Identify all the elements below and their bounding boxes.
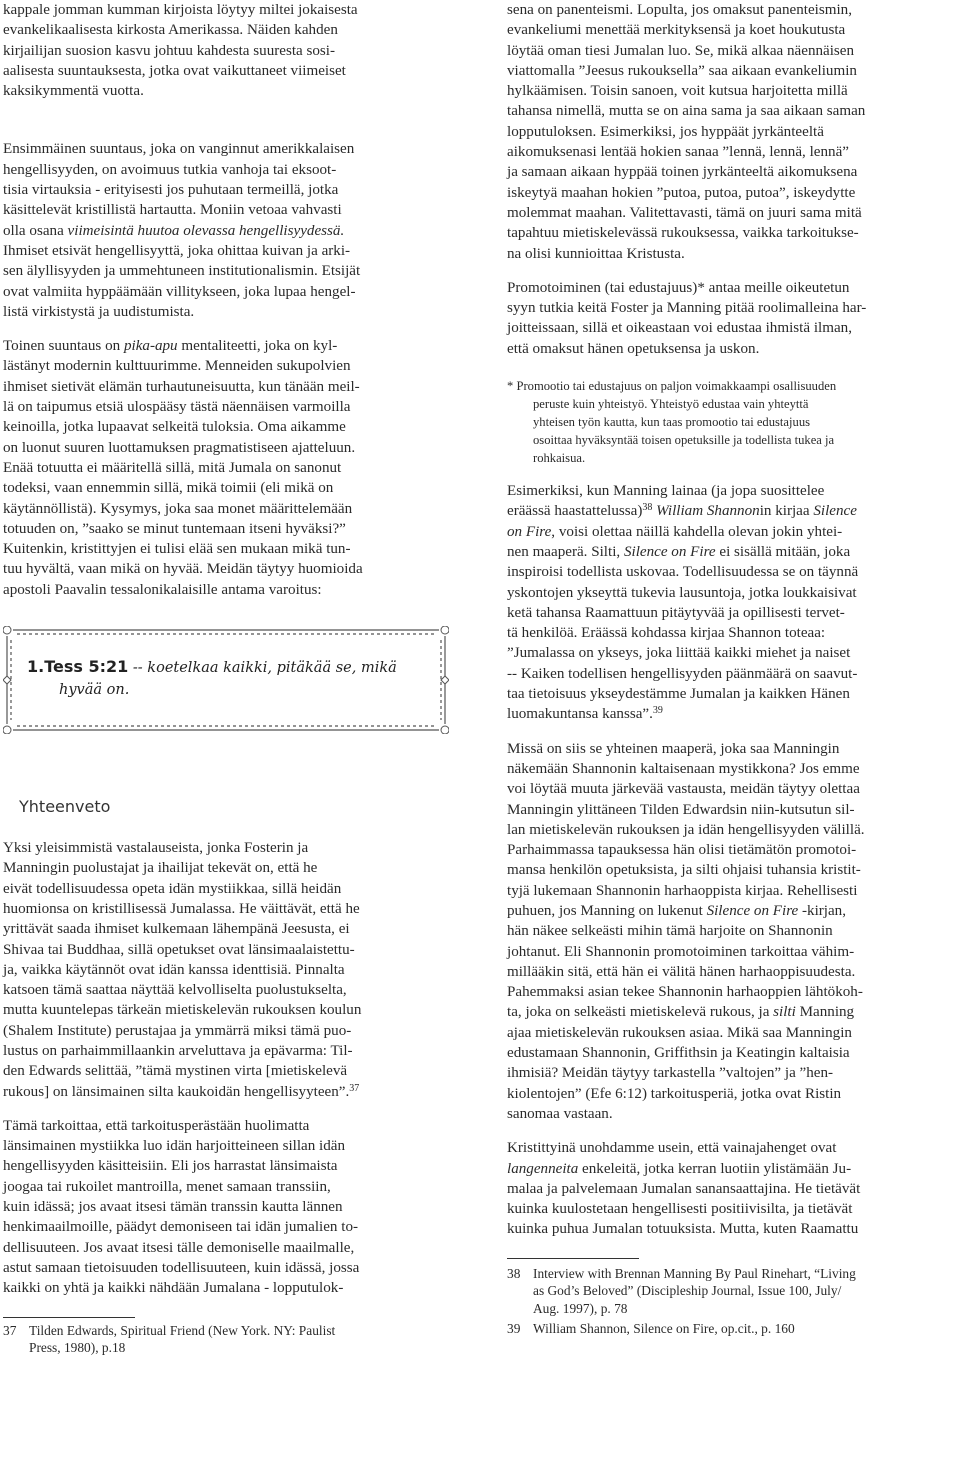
common-ground-paragraph: Missä on siis se yhteinen maaperä, joka saa Manningin näkemään Shannonin kaltaisenaan mystikkona? Jos emme voi löytää muuta järkevää vastausta, meidän täytyy olettaa Manningin ylittäneen Tilden Edwardsin niin-kutsutun sil- lan mietiskelevän rukouksen ja idän hengellisyyden välillä. Parhaimmassa tapauksessa hän olisi tietämätön promotoi- mansa henkilön opetuksista, ja silti ohjaisi tuhansia kristit- tyjä lukemaan Shannonin harhaoppista kirjaa. Rehellisesti puhuen, jos Manning on lukenut Silence on Fire -kirjan, hän näkee selkeästi mihin tämä harjoite on Shannonin johtanut. Eli Shannonin promotoiminen tarkoittaa vähim- millääkin sitä, että hän ei välitä hänen harhaoppisuudesta. Pahemmaksi asian tekee Shannonin harhaoppien lähtökoh- ta, joka on selkeästi mietiskelevä rukous, ja silti Manning ajaa mietiskelevän rukouksen asiaa. Mikä saa Manningin edustamaan Shannonin, Griffithsin ja Keatingin kaltaisia ihmisiä? Meidän täytyy tarkastella ”valtojen” ja ”hen- kiolentojen” (Efe 6:12) tarkoitusperiä, jotka ovat Ristin sanomaa vastaan.	[507, 740, 865, 1122]
footnotes-right	[507, 1258, 957, 1337]
promotion-paragraph: Promotoiminen (tai edustajuus)* antaa meille oikeutetun syyn tutkia keitä Foster ja Manning pitää roolimalleina har- joitteissaan, sillä et oikeastaan voi edustaa ihmistä ilman, että omaksut hänen opetuksensa ja uskon.	[507, 279, 867, 357]
bridge-paragraph: Tämä tarkoittaa, että tarkoitusperästään huolimatta länsimainen mystiikka luo idän harjoitteineen sillan idän hengellisyyden käsitteisiin. Eli jos harrastat länsimaista joogaa tai rukoilet mantroilla, menet samaan transsiin, kuin idässä; jos avaat itsesi tämän transsin kautta lännen henkimaailmoille, päädyt demoniseen tai idän jumalien to- dellisuuteen. Jos avaat itsesi tälle demoniselle maailmalle, astut samaan tietoisuuden todellisuuteen, kuin idässä, jossa kaikki on yhtä ja kaikki nähdään Jumalana - lopputulok-	[3, 1117, 360, 1297]
footnote-ref-37: 37	[349, 1082, 360, 1094]
second-trend-paragraph: Toinen suuntaus on pika-apu mentaliteetti, joka on kyl- lästänyt modernin kulttuurimme. Menneiden sukupolvien ihmiset sietivät elämän turhautuneisuutta, kun tänään meil- lä on taipumus etsiä ulospääsy tästä näennäisen varmoilla keinoilla, jotka lupaavat selkeitä tuloksia. Oma aikamme on luonut suuren luottamuksen pragmatistiseen ajatteluun. Enää totuutta ei määritellä sillä, mitä Jumala on sanonut todeksi, vaan ennemmin sillä, mikä toimii (eli mikä on käytännöllistä). Kysymys, joka saa monet määrittelemään totuuden on, ”saako se minut tuntemaan itseni hyväksi?” Kuitenkin, kristittyjen ei tulisi elää sen mukaan mikä tun- tuu hyvältä, vaan mikä on hyvää. Meidän täytyy huomioida apostoli Paavalin tessalonikalaisille antama varoitus:	[3, 338, 363, 598]
verse-reference: 1.Tess 5:21	[27, 657, 129, 677]
footnote-rule	[3, 1317, 135, 1318]
right-column	[507, 0, 957, 1337]
footnote-ref-38: 38	[642, 502, 653, 514]
summary-paragraph: Yksi yleisimmistä vastalauseista, jonka Fosterin ja Manningin puolustajat ja ihailijat tekevät on, että he eivät todellisuudessa opeta idän mystiikkaa, sillä heidän huomionsa on kristillisessä Jumalassa. He väittävät, että he yrittävät saada ihmiset kulkemaan lähempänä Jeesusta, ei Shivaa tai Buddhaa, sillä opetukset ovat länsimaalaistettu- ja, vaikka käytännöt ovat idän kanssa identtisiä. Pinnalta katsoen tämä saattaa näyttää kelvolliselta puolustukselta, mutta kuuntelepas tärkeän mietiskelevän rukouksen koulun (Shalem Institute) perustajaa ja ymmärrä miksi tämä puo- lustus on parhaimmillaankin arveluttava ja epävarma: Til- den Edwards selittää, ”tämä mystinen virta [mietiskelevä rukous] on länsimainen silta kaukoidän hengellisyyteen”.$^{37}$	[3, 840, 362, 1100]
scripture-verse-box	[3, 626, 449, 734]
left-column	[3, 0, 451, 1357]
first-trend-paragraph: Ensimmäinen suuntaus, joka on vanginnut amerikkalaisen hengellisyyden, on avoimuus tutkia vanhoja tai eksoot- tisia virtauksia - erityisesti jos puhutaan termeillä, jotka käsittelevät kristillistä hartautta. Moniin vetoaa vahvasti olla osana viimeisintä huutoa olevassa hengellisyydessä. Ihmiset etsivät hengellisyyttä, joka ohittaa kuivan ja arki- sen älyllisyyden ja ummehtuneen institutionalismin. Etsijät ovat valmiita hyppäämään villitykseen, joka lupaa hengel- listä virkistystä ja uudistumista.	[3, 141, 361, 320]
footnote-39: 39 William Shannon, Silence on Fire, op.cit., p. 160	[507, 1320, 795, 1336]
verse-text: 1.Tess 5:21 -- koetelkaa kaikki, pitäkää se, mikä hyvää on.	[27, 657, 397, 699]
footnote-37: 37 Tilden Edwards, Spiritual Friend (New York. NY: Paulist Press, 1980), p.18	[3, 1322, 336, 1356]
verse-body: koetelkaa kaikki, pitäkää se, mikä	[147, 660, 397, 677]
fallen-angels-paragraph: Kristittyinä unohdamme usein, että vainajahenget ovat langenneita enkeleitä, jotka kerran luotiin ylistämään Ju- malaa ja palvelemaan Jumalan sanansaattajina. He tietävät kuinka kuulostetaan hengellisesti positiivisilta, ja tietävät kuinka puhua Jumalan totuuksista. Mutta, kuten Raamattu	[507, 1140, 861, 1238]
intro-paragraph: kappale jomman kumman kirjoista löytyy miltei jokaisesta evankelikaalisesta kirkosta Amerikassa. Näiden kahden kirjailijan suosion kasvu johtuu kahdesta suuresta sosi- aalisesta suuntauksesta, jotka ovat vaikuttaneet viimeiset kaksikymmentä vuotta.	[3, 2, 358, 100]
section-heading-summary: Yhteenveto	[19, 797, 111, 817]
footnote-rule	[507, 1258, 639, 1259]
footnotes-left	[3, 1317, 451, 1357]
footnote-ref-39: 39	[652, 705, 663, 717]
footnote-38: 38 Interview with Brennan Manning By Paul Rinehart, “Living as God’s Beloved” (Discipleship Journal, Issue 100, July/ Aug. 1997), p. 78	[507, 1265, 856, 1316]
panentheism-paragraph: sena on panenteismi. Lopulta, jos omaksut panenteismin, evankeliumi menettää merkityksensä ja koet houkutusta löytää oman tiesi Jumalan luo. Se, mikä alkaa näennäisen viattomalla ”Jeesus rukouksella” saa aikaan evankeliumin hylkäämisen. Toisin sanoen, voit kutsua harjoitetta millä tahansa nimellä, mutta se on aina sama ja saa aikaan saman lopputuloksen. Esimerkiksi, jos hyppäät jyrkänteeltä aikomuksenasi lentää hokien sanaa ”lennä, lennä, lennä” ja samaan aikaan hyppää toinen jyrkänteeltä aikomuksena iskeytyä maahan hokien ”putoa, putoa, putoa”, iskeydytte molemmat maahan. Valitettavasti, tämä on juuri sama mitä tapahtuu mietiskelevässä rukouksessa, vaikka tarkoitukse- na olisi kunnioittaa Kristusta.	[507, 2, 866, 262]
manning-shannon-paragraph: Esimerkiksi, kun Manning lainaa (ja jopa suosittelee eräässä haastattelussa)$^{38}$ William Shannonin kirjaa Silence on Fire, voisi olettaa näillä kahdella olevan jokin yhtei- nen maaperä. Silti, Silence on Fire ei sisällä mitään, joka inspiroisi todellista uskovaa. Todellisuudessa se on täynnä yskontojen ykseyttä tukevia lausuntoja, jotka loukkaisivat ketä tahansa Raamattuun pitäytyvää ja opillisesti tervet- tä henkilöä. Eräässä kohdassa kirjaa Shannon toteaa: ”Jumalassa on ykseys, joka liittää kaikki miehet ja naiset -- Kaiken todellisen hengellisyyden päänmäärä on saavut- taa tietoisuus ykseydestämme Jumalan ja kaikken Hänen luomakuntansa kanssa”.$^{39}$	[507, 483, 859, 723]
asterisk-note: * Promootio tai edustajuus on paljon voimakkaampi osallisuuden peruste kuin yhteistyö. Yhteistyö edustaa vain yhteyttä yhteisen työn kautta, kun taas promootio tai edustajuus osoittaa hyväksyntää toisen opetuksille ja todellista tukea ja rohkaisua.	[507, 379, 837, 466]
